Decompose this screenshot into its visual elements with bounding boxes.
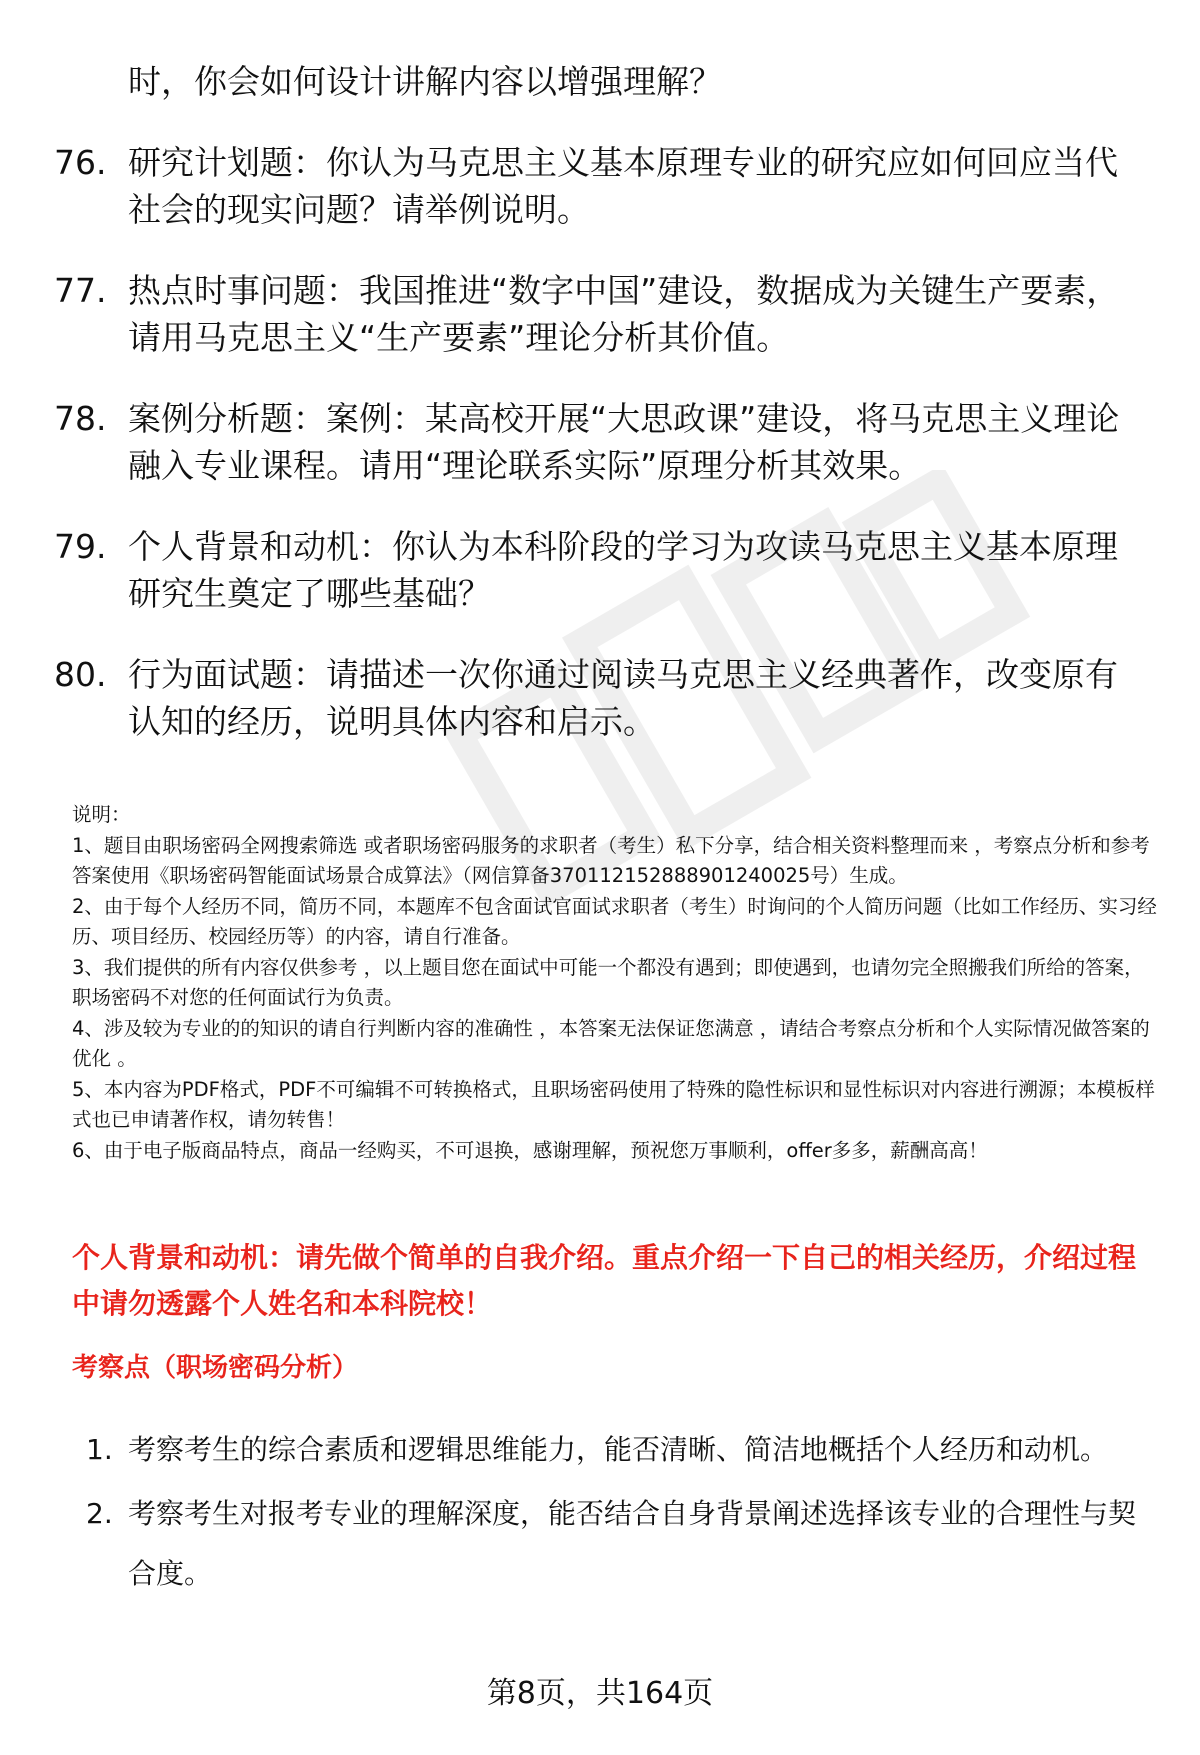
note-line: 5、本内容为PDF格式，PDF不可编辑不可转换格式，且职场密码使用了特殊的隐性标识和显性标识对内容进行溯源；本模板样式也已申请著作权，请勿转售！ — [72, 1077, 1155, 1131]
question-text: 研究计划题：你认为马克思主义基本原理专业的研究应如何回应当代社会的现实问题？请举例说明。 — [128, 143, 1118, 229]
notes-section — [72, 800, 1162, 1166]
question-number: 77. — [54, 271, 107, 310]
question-text: 热点时事问题：我国推进“数字中国”建设，数据成为关键生产要素，请用马克思主义“生产要素”理论分析其价值。 — [128, 271, 1120, 357]
question-number: 76. — [54, 143, 107, 182]
question-number: 80. — [54, 655, 107, 694]
note-line: 4、涉及较为专业的的知识的请自行判断内容的准确性 ，本答案无法保证您满意 ，请结合考察点分析和个人实际情况做答案的优化 。 — [72, 1016, 1150, 1070]
note-line: 1、题目由职场密码全网搜索筛选 或者职场密码服务的求职者（考生）私下分享，结合相关资料整理而来 ，考察点分析和参考答案使用《职场密码智能面试场景合成算法》（网信算备370112152888901240025号）生成。 — [72, 833, 1150, 887]
point-number: 2. — [86, 1497, 113, 1530]
point-number: 1. — [86, 1433, 113, 1466]
page-footer: 第8页，共164页 — [486, 1676, 714, 1711]
question-item — [0, 651, 1200, 745]
question-item — [0, 267, 1200, 361]
note-line: 2、由于每个人经历不同，简历不同，本题库不包含面试官面试求职者（考生）时询问的个人简历问题（比如工作经历、实习经历、项目经历、校园经历等）的内容，请自行准备。 — [72, 894, 1157, 948]
point-text: 考察考生对报考专业的理解深度，能否结合自身背景阐述选择该专业的合理性与契合度。 — [128, 1497, 1137, 1590]
question-number: 78. — [54, 399, 107, 438]
question-item — [0, 139, 1200, 233]
question-continuation — [0, 58, 1200, 105]
point-text: 考察考生的综合素质和逻辑思维能力，能否清晰、简洁地概括个人经历和动机。 — [128, 1433, 1109, 1466]
question-text: 个人背景和动机：你认为本科阶段的学习为攻读马克思主义基本原理研究生奠定了哪些基础？ — [128, 527, 1118, 613]
question-text: 案例分析题：案例：某高校开展“大思政课”建设，将马克思主义理论融入专业课程。请用“理论联系实际”原理分析其效果。 — [128, 399, 1120, 485]
question-number: 79. — [54, 527, 107, 566]
question-continuation-text: 时，你会如何设计讲解内容以增强理解？ — [128, 62, 722, 101]
note-line: 6、由于电子版商品特点，商品一经购买，不可退换，感谢理解，预祝您万事顺利，offer多多，薪酬高高！ — [72, 1138, 988, 1162]
analysis-point — [0, 1420, 1200, 1480]
question-item — [0, 395, 1200, 489]
note-line: 3、我们提供的所有内容仅供参考 ，以上题目您在面试中可能一个都没有遇到；即使遇到，也请勿完全照搬我们所给的答案，职场密码不对您的任何面试行为负责。 — [72, 955, 1144, 1009]
question-list — [0, 58, 1200, 779]
analysis-point — [0, 1484, 1200, 1604]
notes-title: 说明： — [72, 803, 131, 826]
question-heading: 个人背景和动机：请先做个简单的自我介绍。重点介绍一下自己的相关经历，介绍过程中请勿透露个人姓名和本科院校！ — [72, 1241, 1137, 1320]
analysis-heading: 考察点（职场密码分析） — [72, 1353, 359, 1383]
question-text: 行为面试题：请描述一次你通过阅读马克思主义经典著作，改变原有认知的经历，说明具体内容和启示。 — [128, 655, 1118, 741]
analysis-points — [0, 1420, 1200, 1608]
question-item — [0, 523, 1200, 617]
